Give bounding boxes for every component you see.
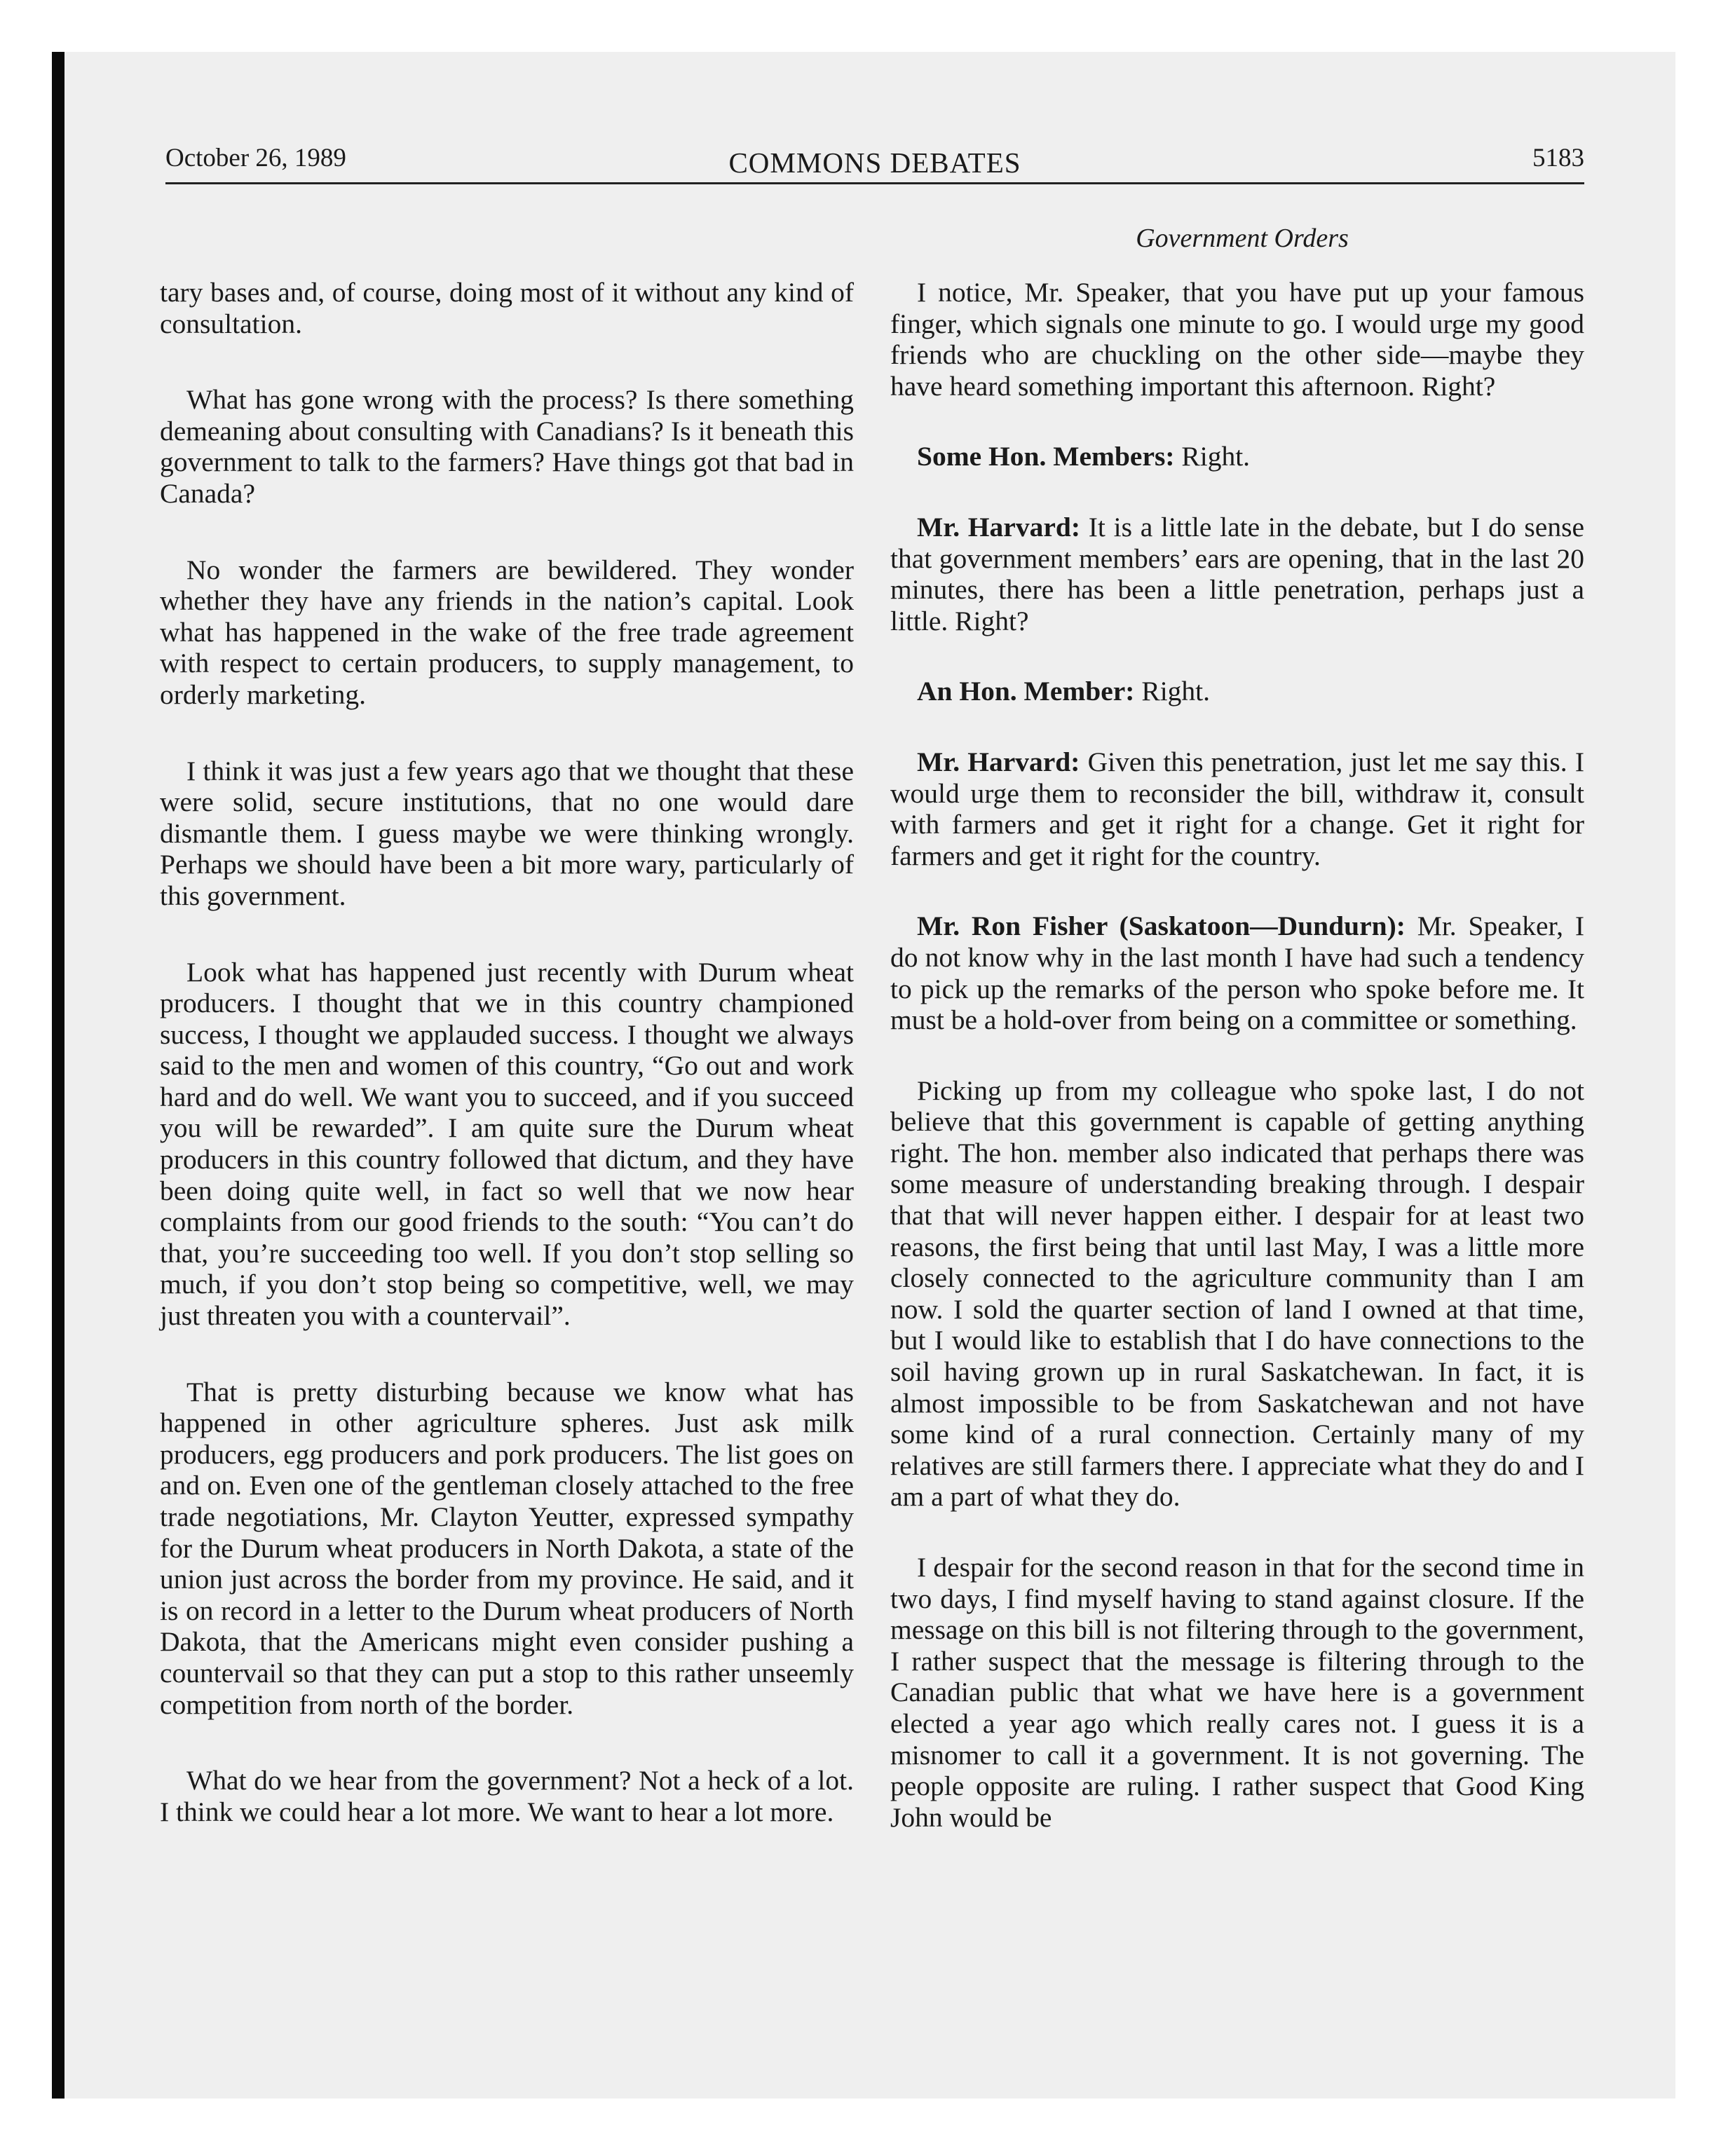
speech-text: Right.: [1174, 441, 1251, 472]
paragraph: I notice, Mr. Speaker, that you have put up your famous finger, which signals one minute to go. I would urge my good friends who are chuckling on the other side—maybe they have heard something important this afternoon. Right?: [890, 277, 1584, 402]
paragraph: What do we hear from the government? Not a heck of a lot. I think we could hear a lot more. We want to hear a lot more.: [160, 1765, 854, 1827]
speaker-name: Some Hon. Members:: [917, 441, 1175, 472]
paragraph: I despair for the second reason in that for the second time in two days, I find myself having to stand against closure. If the message on this bill is not filtering through to the government, I rather suspect that the message is filtering through to the Canadian public that what we have here is a government elected a year ago which really cares not. I guess it is a misnomer to call it a government. It is not governing. The people opposite are ruling. I rather suspect that Good King John would be: [890, 1552, 1584, 1833]
header-date: October 26, 1989: [165, 144, 346, 172]
speaker-name: Mr. Ron Fisher (Saskatoon—Dundurn):: [917, 910, 1406, 942]
paragraph: tary bases and, of course, doing most of it without any kind of consultation.: [160, 277, 854, 339]
speech-text: Given this penetration, just let me say this. I would urge them to reconsider the bill, withdraw it, consult with farmers and get it right for a change. Get it right for farmers and get it right for the country.: [890, 746, 1584, 871]
binding-edge: [52, 52, 64, 2099]
speech-paragraph: [890, 910, 1584, 1035]
header-page-number: 5183: [1532, 144, 1584, 172]
paragraph: No wonder the farmers are bewildered. They wonder whether they have any friends in the nation’s capital. Look what has happened in the wake of the free trade agreement with respect to certain producers, to supply management, to orderly marketing.: [160, 554, 854, 710]
speaker-name: Mr. Harvard:: [917, 511, 1080, 543]
section-title: Government Orders: [1136, 224, 1349, 253]
speech-text: Mr. Speaker, I do not know why in the last month I have had such a tendency to pick up the remarks of the person who spoke before me. It must be a hold-over from being on a committee or something.: [890, 910, 1584, 1036]
paragraph: Picking up from my colleague who spoke last, I do not believe that this government is capable of getting anything right. The hon. member also indicated that perhaps there was some measure of understanding breaking through. I despair that that will never happen either. I despair for at least two reasons, the first being that until last May, I was a little more closely connected to the agriculture community than I am now. I sold the quarter section of land I owned at that time, but I would like to establish that I do have connections to the soil having grown up in rural Saskatchewan. In fact, it is almost impossible to be from Saskatchewan and not have some kind of a rural connection. Certainly many of my relatives are still farmers there. I appreciate what they do and I am a part of what they do.: [890, 1074, 1584, 1513]
speaker-name: Mr. Harvard:: [917, 746, 1080, 777]
paragraph: I think it was just a few years ago that we thought that these were solid, secure institutions, that no one would dare dismantle them. I guess maybe we were thinking wrongly. Perhaps we should have been a bit more wary, particularly of this government.: [160, 755, 854, 911]
speech-paragraph: [890, 746, 1584, 871]
page-header: [165, 143, 1584, 184]
speaker-name: An Hon. Member:: [917, 676, 1135, 707]
speech-text: Right.: [1134, 676, 1211, 707]
speech-paragraph: [890, 676, 1584, 707]
header-title: COMMONS DEBATES: [728, 146, 1021, 179]
paragraph: That is pretty disturbing because we know what has happened in other agriculture spheres. Just ask milk producers, egg producers and pork producers. The list goes on and on. Even one of the gentleman closely attached to the free trade negotiations, Mr. Clayton Yeutter, expressed sympathy for the Durum wheat producers in North Dakota, a state of the union just across the border from my province. He said, and it is on record in a letter to the Durum wheat producers of North Dakota, that the Americans might even consider pushing a countervail so that they can put a stop to this rather unseemly competition from north of the border.: [160, 1376, 854, 1720]
paragraph: Look what has happened just recently with Durum wheat producers. I thought that we in this country championed success, I thought we applauded success. I thought we always said to the men and women of this country, “Go out and work hard and do well. We want you to succeed, and if you succeed you will be rewarded”. I am quite sure the Durum wheat producers in this country followed that dictum, and they have been doing quite well, in fact so well that we now hear complaints from our good friends to the south: “You can’t do that, you’re succeeding too well. If you don’t stop selling so much, if you don’t stop being so competitive, well, we may just threaten you with a countervail”.: [160, 956, 854, 1332]
paragraph: What has gone wrong with the process? Is there something demeaning about consulting with Canadians? Is it beneath this government to talk to the farmers? Have things got that bad in Canada?: [160, 384, 854, 509]
speech-text: It is a little late in the debate, but I do sense that government members’ ears are opening, that in the last 20 minutes, there has been a little penetration, perhaps just a little. Right?: [890, 511, 1584, 636]
left-column: [160, 277, 854, 1872]
right-column: [890, 277, 1584, 1872]
speech-paragraph: [890, 441, 1584, 472]
speech-paragraph: [890, 512, 1584, 636]
